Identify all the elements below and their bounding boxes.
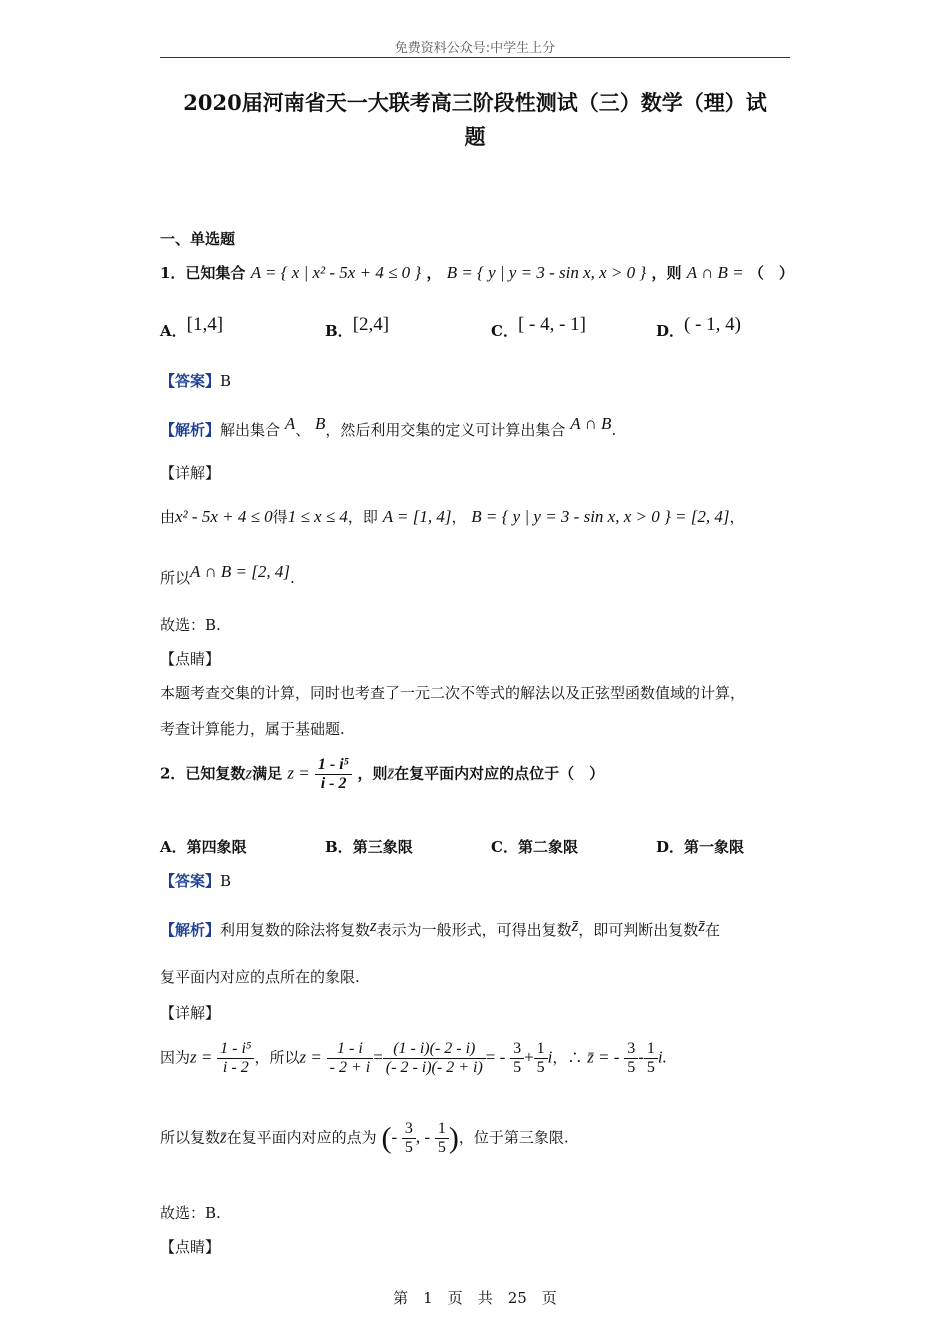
- frac-den: 5: [536, 1059, 545, 1076]
- analysis-tag: 【解析】: [160, 921, 221, 939]
- analysis-text: .: [611, 421, 617, 439]
- document-title: 2020届河南省天一大联考高三阶段性测试（三）数学（理）试: [183, 90, 767, 115]
- math-paren: ): [448, 1121, 459, 1155]
- q1-analysis: [160, 414, 616, 440]
- q2-fraction: [315, 756, 352, 793]
- q1-detail-tag: 【详解】: [160, 464, 221, 482]
- analysis-text: ，即可判断出复数: [578, 921, 699, 939]
- math-z-eq: z =: [190, 1047, 213, 1067]
- q2-option-a: [160, 836, 247, 857]
- math-b: B: [315, 414, 326, 433]
- math-set-a: A = [1, 4]: [382, 507, 452, 526]
- analysis-text: 表示为一般形式，可得出复数: [376, 921, 572, 939]
- q1-detail-line2: [160, 562, 295, 588]
- math-z: z: [370, 916, 377, 935]
- option-value: [ - 4, - 1]: [517, 314, 587, 335]
- option-value: 第四象限: [186, 838, 247, 856]
- page-header: 免费资料公众号:中学生上分: [394, 41, 556, 56]
- option-label: B．: [325, 322, 353, 340]
- q2-answer: [160, 870, 231, 891]
- math-z-bar: z̄: [571, 916, 579, 935]
- section-heading: 一、单选题: [160, 230, 236, 248]
- detail-text: 所以复数: [160, 1128, 221, 1147]
- detail-text: .: [289, 569, 295, 587]
- fraction: [644, 1040, 658, 1077]
- answer-value: B: [220, 872, 232, 890]
- fraction: [534, 1040, 548, 1077]
- q2-analysis-line2: 复平面内对应的点所在的象限.: [160, 968, 360, 986]
- q1-choose: 故选：B.: [160, 616, 221, 634]
- detail-text: 得: [272, 508, 288, 526]
- q2-number: 2．已知复数: [160, 764, 246, 783]
- q1-comment-tag: 【点睛】: [160, 650, 221, 668]
- math-z-bar: z̄: [387, 763, 395, 783]
- q2-text: 在复平面内对应的点位于（ ）: [394, 764, 605, 783]
- math-z-bar-eq: z̄ = -: [587, 1047, 620, 1067]
- frac-num: 3: [510, 1040, 524, 1059]
- option-label: D．: [656, 322, 685, 340]
- math-range: 1 ≤ x ≤ 4: [287, 507, 348, 526]
- option-value: 第三象限: [352, 838, 413, 856]
- fraction: [383, 1040, 486, 1077]
- fraction: [327, 1040, 374, 1077]
- q1-answer: [160, 370, 231, 391]
- q1-expr: A ∩ B =: [686, 263, 744, 282]
- detail-text: 在复平面内对应的点为: [226, 1128, 377, 1147]
- question-2: [160, 756, 604, 793]
- math-a-cap-b: A ∩ B: [570, 414, 612, 433]
- option-label: A．: [160, 322, 187, 340]
- q2-detail-line1: [160, 1040, 667, 1077]
- frac-num: 3: [402, 1120, 416, 1139]
- frac-den: 5: [437, 1139, 446, 1156]
- frac-num: (1 - i)(- 2 - i): [383, 1040, 486, 1059]
- q2-detail-tag: 【详解】: [160, 1004, 221, 1022]
- q2-text: 满足: [252, 764, 283, 783]
- frac-den: i - 2: [320, 775, 347, 792]
- detail-text: ，∴: [552, 1048, 583, 1067]
- math-intersection: A ∩ B = [2, 4]: [190, 562, 290, 581]
- option-label: C．: [491, 838, 518, 856]
- frac-den: (- 2 - i)(- 2 + i): [385, 1059, 483, 1076]
- analysis-text: 利用复数的除法将复数: [220, 921, 371, 939]
- option-label: D．: [656, 838, 685, 856]
- frac-num: 3: [624, 1040, 638, 1059]
- q1-ask: ，则: [651, 264, 682, 282]
- math-eq: =: [373, 1047, 383, 1067]
- detail-text: 因为: [160, 1048, 191, 1067]
- q1-number: 1．已知集合: [160, 264, 246, 282]
- q1-option-c: [491, 314, 586, 341]
- math-i: i: [547, 1047, 553, 1067]
- frac-num: 1 - i⁵: [217, 1040, 254, 1059]
- detail-text: 由: [160, 508, 176, 526]
- fraction: [510, 1040, 524, 1077]
- math-op: +: [524, 1047, 534, 1067]
- detail-text: ，即: [347, 508, 378, 526]
- math-set-b: B = { y | y = 3 - sin x, x > 0 } = [2, 4]: [471, 507, 730, 526]
- q1-paren: （ ）: [748, 264, 794, 282]
- q2-text: ，则: [357, 764, 388, 783]
- q1-detail-line1: [160, 506, 745, 527]
- detail-text: ，所以: [254, 1048, 300, 1067]
- frac-num: 1 - i: [327, 1040, 374, 1059]
- fraction: [624, 1040, 638, 1077]
- q1-set-a: A = { x | x² - 5x + 4 ≤ 0 }: [250, 263, 422, 282]
- frac-num: 1: [644, 1040, 658, 1059]
- q1-option-d: [656, 314, 741, 341]
- q1-sep: ，: [426, 264, 442, 282]
- option-value: 第二象限: [517, 838, 578, 856]
- frac-num: 1: [435, 1120, 449, 1139]
- analysis-text: ，然后利用交集的定义可计算出集合: [325, 421, 566, 439]
- q2-option-b: [325, 836, 413, 857]
- math-z-eq: z =: [287, 763, 310, 783]
- answer-tag: 【答案】: [160, 872, 221, 890]
- q1-comment-line1: 本题考查交集的计算，同时也考查了一元二次不等式的解法以及正弦型函数值域的计算，: [160, 684, 746, 702]
- q2-analysis: [160, 916, 720, 940]
- document-title-cont: 题: [464, 124, 486, 149]
- detail-text: ，: [729, 508, 745, 526]
- answer-tag: 【答案】: [160, 372, 221, 390]
- frac-den: 5: [627, 1059, 636, 1076]
- math-op: , -: [415, 1127, 431, 1147]
- analysis-tag: 【解析】: [160, 421, 221, 439]
- frac-den: 5: [513, 1059, 522, 1076]
- q1-comment-line2: 考查计算能力，属于基础题.: [160, 720, 345, 738]
- q2-option-d: [656, 836, 744, 857]
- math-eq: = -: [485, 1047, 506, 1067]
- q2-detail-line2: [160, 1120, 569, 1157]
- math-paren: (: [381, 1121, 392, 1155]
- header-rule: [160, 57, 790, 58]
- question-1: [160, 262, 794, 283]
- option-label: C．: [491, 322, 518, 340]
- option-value: 第一象限: [684, 838, 745, 856]
- q1-option-b: [325, 314, 389, 341]
- option-value: [2,4]: [352, 314, 390, 335]
- math-op: -: [391, 1127, 398, 1147]
- answer-value: B: [220, 372, 232, 390]
- analysis-text: 、: [295, 421, 311, 439]
- math-ineq: x² - 5x + 4 ≤ 0: [175, 507, 273, 526]
- frac-den: 5: [404, 1139, 413, 1156]
- option-value: [1,4]: [186, 314, 224, 335]
- fraction: [402, 1120, 416, 1157]
- math-a: A: [284, 414, 296, 433]
- q2-option-c: [491, 836, 578, 857]
- page-footer: 第 1 页 共 25 页: [393, 1289, 557, 1307]
- frac-num: 1: [534, 1040, 548, 1059]
- detail-text: ，位于第三象限.: [458, 1128, 569, 1147]
- math-z-bar: z̄: [698, 916, 705, 935]
- option-value: ( - 1, 4): [684, 314, 741, 335]
- q2-comment-tag: 【点睛】: [160, 1238, 221, 1256]
- detail-text: ，: [451, 508, 467, 526]
- math-z-eq: z =: [299, 1047, 322, 1067]
- math-op: -: [638, 1047, 644, 1067]
- math-z: z: [245, 763, 253, 783]
- q1-set-b: B = { y | y = 3 - sin x, x > 0 }: [446, 263, 647, 282]
- frac-den: - 2 + i: [329, 1059, 371, 1076]
- math-i: i.: [657, 1047, 667, 1067]
- option-label: A．: [160, 838, 187, 856]
- frac-den: i - 2: [222, 1059, 249, 1076]
- math-z-bar: z̄: [220, 1127, 227, 1147]
- fraction: [217, 1040, 254, 1077]
- detail-text: 所以: [160, 569, 191, 587]
- fraction: [435, 1120, 449, 1157]
- analysis-text: 解出集合: [220, 421, 281, 439]
- frac-num: 1 - i⁵: [315, 756, 352, 775]
- option-label: B．: [325, 838, 353, 856]
- frac-den: 5: [646, 1059, 655, 1076]
- analysis-text: 在: [704, 921, 720, 939]
- q1-option-a: [160, 314, 223, 341]
- q2-choose: 故选：B.: [160, 1204, 221, 1222]
